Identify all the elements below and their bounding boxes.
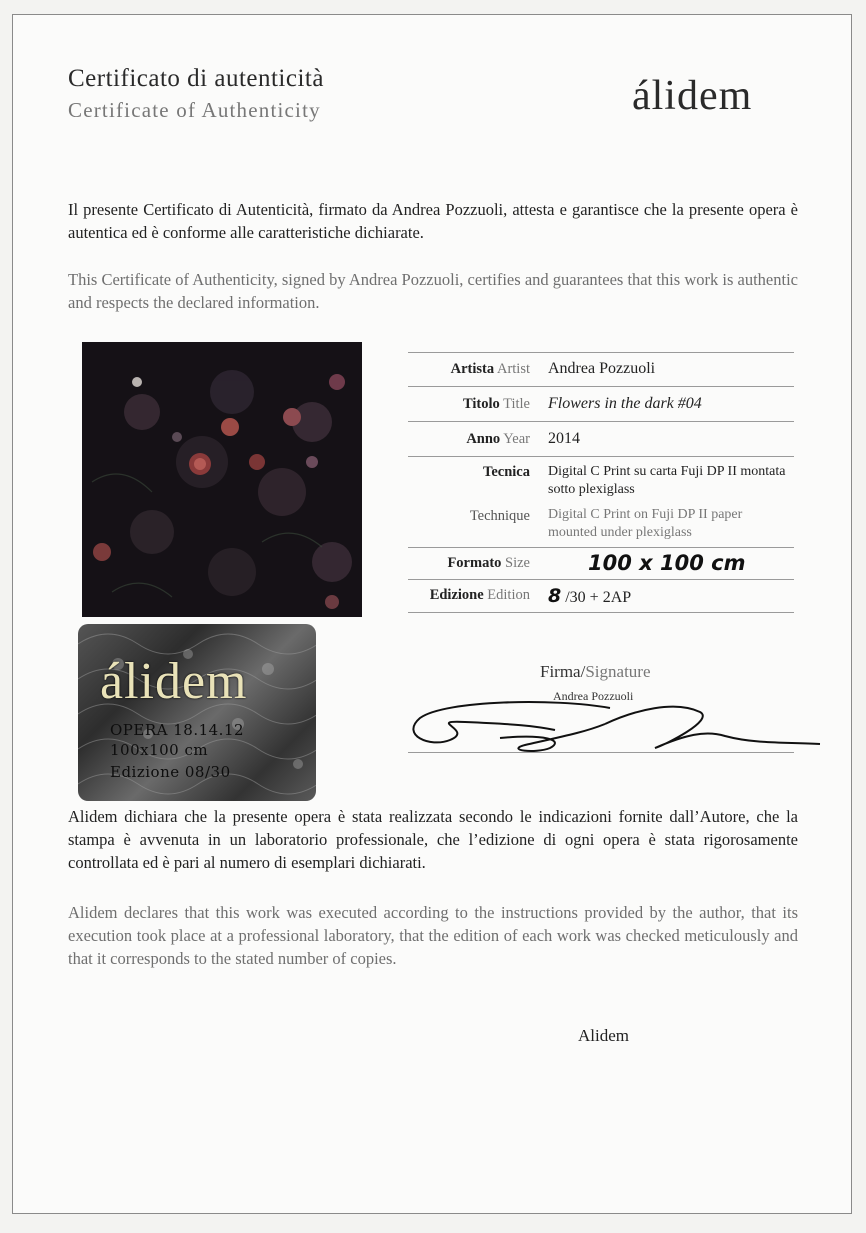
hologram-brand: álidem [100, 653, 248, 710]
hologram-edition: Edizione 08/30 [110, 763, 231, 781]
year-label: Anno Year [466, 431, 530, 447]
brand-logo: álidem [632, 73, 753, 119]
signature-name: Andrea Pozzuoli [553, 689, 634, 703]
technique-label-it: Tecnica [483, 464, 530, 480]
handwritten-signature-icon [405, 690, 825, 760]
declaration-italian: Alidem dichiara che la presente opera è stata realizzata secondo le indicazioni fornite dall’Autore, che la stampa è avvenuta in un laboratorio professionale, che l’edizione di ogni opera è stata rigorosamente controllata ed è pari al numero di esemplari dichiarati. [68, 807, 798, 872]
intro-italian: Il presente Certificato di Autenticità, firmato da Andrea Pozzuoli, attesta e garantisce che la presente opera è autentica ed è conforme alle caratteristiche dichiarate. [68, 200, 798, 242]
row-edition [408, 579, 794, 613]
size-label: Formato Size [447, 555, 530, 571]
row-artist [408, 352, 794, 386]
footer-company: Alidem [578, 1026, 629, 1045]
details-table [408, 352, 794, 613]
technique-value-it: Digital C Print su carta Fuji DP II montata sotto plexiglass [548, 464, 786, 497]
artist-label: Artista Artist [450, 361, 530, 377]
hologram-opera: OPERA 18.14.12 [110, 721, 245, 739]
technique-value-en: Digital C Print on Fuji DP II paper mounted under plexiglass [548, 507, 743, 540]
flowers-image-icon [82, 342, 362, 617]
artwork-image [82, 342, 362, 617]
row-size [408, 547, 794, 579]
artist-value: Andrea Pozzuoli [548, 360, 656, 377]
signature-label: Firma/Signature [540, 662, 651, 681]
size-value: 100 x 100 cm [588, 551, 746, 575]
signature-line [408, 752, 794, 753]
year-value: 2014 [548, 430, 580, 447]
hologram-size: 100x100 cm [110, 741, 209, 759]
row-technique [408, 456, 794, 547]
declaration-english: Alidem declares that this work was executed according to the instructions provided by the author, that its execution took place at a professional laboratory, that the edition of each work was checked meticulously and that it corresponds to the stated number of copies. [68, 903, 798, 968]
technique-label-en: Technique [469, 508, 530, 524]
title-value: Flowers in the dark #04 [548, 395, 702, 412]
edition-number: 8 [548, 585, 562, 607]
edition-label: Edizione Edition [429, 587, 530, 603]
title-italian: Certificato di autenticità [68, 65, 324, 92]
row-title [408, 386, 794, 421]
title-english: Certificate of Authenticity [68, 98, 321, 122]
hologram-seal [78, 624, 316, 801]
edition-total: /30 + 2AP [565, 589, 632, 606]
title-label: Titolo Title [462, 396, 530, 412]
intro-english: This Certificate of Authenticity, signed by Andrea Pozzuoli, certifies and guarantees that this work is authentic and respects the declared information. [68, 270, 798, 312]
edition-value [548, 585, 631, 607]
row-year [408, 421, 794, 456]
